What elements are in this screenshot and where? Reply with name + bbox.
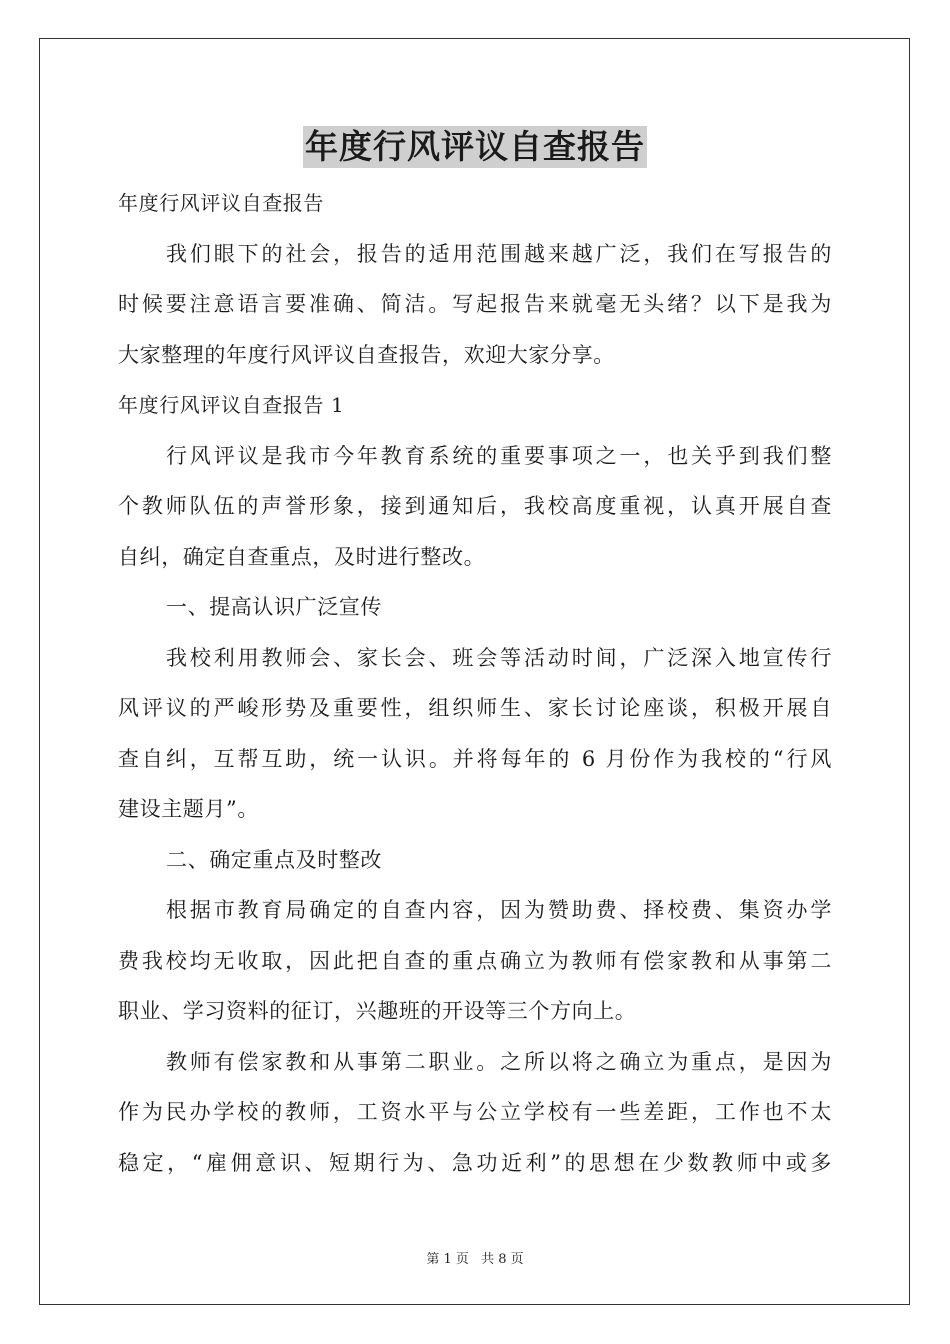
page-total: 共 8 页	[481, 1252, 524, 1267]
text-line: 根据市教育局确定的自查内容，因为赞助费、择校费、集资办学	[166, 898, 832, 922]
text-line: 二、确定重点及时整改	[166, 847, 382, 872]
text-line: 建设主题月”。	[118, 797, 259, 821]
title-container	[0, 126, 950, 168]
text-line: 费我校均无收取，因此把自查的重点确立为教师有偿家教和从事第二	[118, 948, 832, 973]
text-line: 职业、学习资料的征订，兴趣班的开设等三个方向上。	[118, 999, 637, 1023]
text-line: 我校利用教师会、家长会、班会等活动时间，广泛深入地宣传行	[166, 645, 832, 670]
section-heading: 年度行风评议自查报告 1	[118, 393, 345, 417]
text-line: 我们眼下的社会，报告的适用范围越来越广泛，我们在写报告的	[166, 241, 832, 266]
text-line: 风评议的严峻形势及重要性，组织师生、家长讨论座谈，积极开展自	[118, 696, 832, 720]
section-heading: 年度行风评议自查报告	[118, 191, 324, 215]
text-line: 自纠，确定自查重点，及时进行整改。	[118, 544, 486, 569]
text-line: 作为民办学校的教师，工资水平与公立学校有一些差距，工作也不太	[118, 1100, 832, 1124]
text-line: 教师有偿家教和从事第二职业。之所以将之确立为重点，是因为	[166, 1049, 832, 1074]
text-line: 时候要注意语言要准确、简洁。写起报告来就毫无头绪？以下是我为	[118, 292, 832, 316]
text-line: 查自纠，互帮互助，统一认识。并将每年的 6 月份作为我校的“行风	[118, 746, 832, 771]
page-footer	[0, 1248, 950, 1267]
text-line: 稳定，“雇佣意识、短期行为、急功近利”的思想在少数教师中或多	[118, 1150, 832, 1175]
text-line: 行风评议是我市今年教育系统的重要事项之一，也关乎到我们整	[166, 443, 832, 468]
text-line: 一、提高认识广泛宣传	[166, 595, 382, 619]
text-line: 大家整理的年度行风评议自查报告，欢迎大家分享。	[118, 342, 615, 367]
text-line: 个教师队伍的声誉形象，接到通知后，我校高度重视，认真开展自查	[118, 494, 832, 518]
document-title: 年度行风评议自查报告	[305, 127, 645, 166]
document-body	[118, 178, 832, 1188]
page-number: 第 1 页	[426, 1252, 469, 1267]
